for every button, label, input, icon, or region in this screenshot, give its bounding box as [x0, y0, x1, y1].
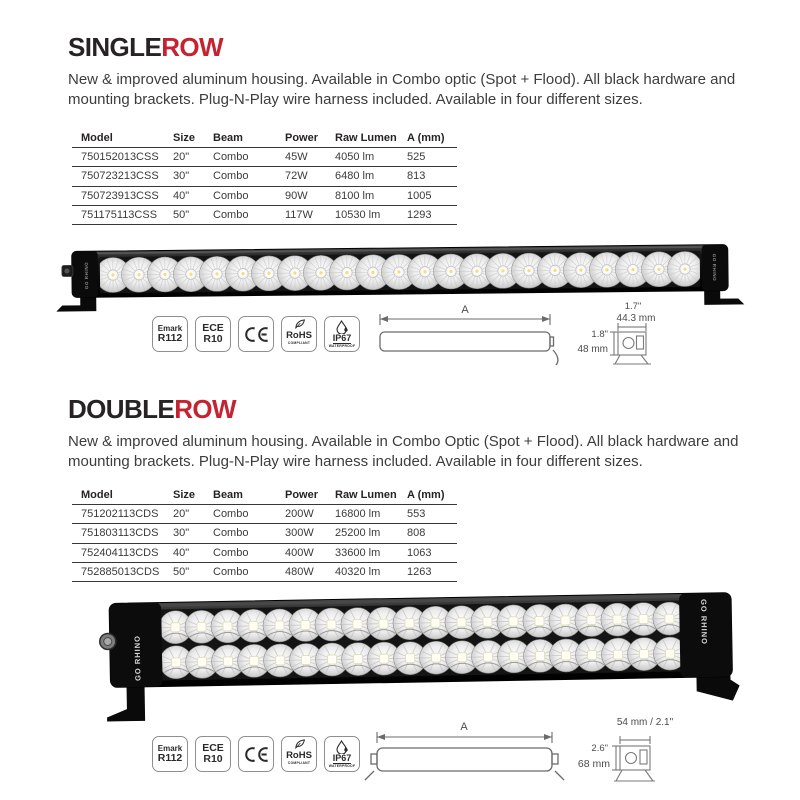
cell-model: 751175113CSS [81, 209, 158, 222]
badge-label: IP67 [332, 332, 352, 343]
cell-beam: Combo [213, 189, 249, 202]
dim-height-mm: 68 mm [577, 758, 610, 770]
title-primary: DOUBLE [68, 394, 175, 424]
cross-section-drawing [614, 746, 655, 781]
badge-sublabel: COMPLIANT [287, 341, 311, 345]
badge-label: RoHS [286, 330, 312, 341]
cell-model: 751202113CDS [81, 508, 159, 521]
doublerow-dimension-diagram [364, 710, 684, 795]
cell-lumen: 8100 lm [335, 189, 375, 202]
certification-badges [152, 316, 360, 352]
cell-size: 40" [173, 189, 190, 202]
badge-ece-r10 [195, 736, 231, 772]
cell-a-mm: 553 [407, 508, 426, 521]
dim-length-label: A [461, 304, 469, 316]
cell-lumen: 16800 lm [335, 508, 381, 521]
cell-size: 30" [173, 527, 190, 540]
double-row-light-bar-image [96, 584, 746, 722]
cell-size: 40" [173, 546, 190, 559]
doublerow-title [68, 396, 236, 422]
table-header-row [72, 486, 457, 505]
cell-a-mm: 1263 [407, 566, 432, 579]
certification-badges [152, 736, 360, 772]
table-row [72, 167, 457, 186]
badge-emark-r112 [152, 316, 188, 352]
cell-lumen: 33600 lm [335, 546, 381, 559]
brand-text: GO RHINO [83, 261, 90, 290]
cell-lumen: 6480 lm [335, 170, 375, 183]
ce-mark-icon [243, 326, 269, 343]
table-row [72, 524, 457, 543]
cell-model: 750152013CSS [81, 151, 159, 164]
cell-power: 200W [285, 508, 314, 521]
table-row [72, 148, 457, 167]
badge-rohs [281, 316, 317, 352]
badge-label: ECE [202, 742, 224, 754]
cell-size: 50" [173, 566, 190, 579]
cell-lumen: 4050 lm [335, 151, 375, 164]
badge-label: R10 [203, 753, 223, 765]
col-header: Size [173, 489, 196, 501]
badge-label: R112 [157, 752, 183, 764]
badge-sublabel: COMPLIANT [287, 761, 311, 765]
col-header: Size [173, 132, 196, 144]
badge-ece-r10 [195, 316, 231, 352]
dim-width-mm: 44.3 mm [616, 313, 656, 324]
cell-a-mm: 1293 [407, 209, 432, 222]
cell-model: 751803113CDS [81, 527, 159, 540]
badge-label: R10 [203, 333, 223, 345]
cell-a-mm: 813 [407, 170, 426, 183]
badge-ce [238, 736, 274, 772]
cell-model: 750723213CSS [81, 170, 159, 183]
col-header: Raw Lumen [335, 132, 397, 144]
badge-ip67 [324, 316, 360, 352]
cell-beam: Combo [213, 170, 249, 183]
table-row [72, 206, 457, 225]
table-row [72, 187, 457, 206]
title-accent: ROW [174, 394, 236, 424]
badge-sublabel: WATERPROOF [328, 343, 356, 348]
col-header: Beam [213, 489, 243, 501]
cell-beam: Combo [213, 566, 249, 579]
cell-power: 117W [285, 209, 313, 222]
cell-a-mm: 1063 [407, 546, 432, 559]
title-accent: ROW [161, 32, 223, 62]
brand-text: GO RHINO [699, 598, 709, 646]
doublerow-spec-table [72, 486, 457, 582]
table-row [72, 563, 457, 582]
cell-a-mm: 808 [407, 527, 426, 540]
dim-length-label: A [460, 721, 468, 733]
badge-rohs [281, 736, 317, 772]
cell-a-mm: 1005 [407, 189, 432, 202]
badge-emark-r112 [152, 736, 188, 772]
doublerow-description: New & improved aluminum housing. Available in Combo Optic (Spot + Flood). All black hardware and mounting brackets. Plug-N-Play wire harness included. Available in four different sizes. [68, 433, 739, 470]
dim-width-combined: 54 mm / 2.1" [616, 717, 674, 728]
badge-label: R112 [157, 332, 183, 344]
table-row [72, 544, 457, 563]
dim-height-in: 1.8" [591, 329, 608, 340]
cell-beam: Combo [213, 508, 249, 521]
badge-label: IP67 [332, 752, 352, 763]
cell-beam: Combo [213, 209, 249, 222]
cell-power: 45W [285, 151, 308, 164]
cell-lumen: 25200 lm [335, 527, 381, 540]
singlerow-dimension-diagram [372, 298, 672, 378]
badge-sublabel: WATERPROOF [328, 763, 356, 768]
col-header: Raw Lumen [335, 489, 397, 501]
cell-lumen: 10530 lm [335, 209, 381, 222]
badge-label: Emark [157, 324, 183, 333]
cell-model: 752885013CDS [81, 566, 160, 579]
cell-model: 752404113CDS [81, 546, 159, 559]
col-header: Power [285, 132, 319, 144]
brand-text: GO RHINO [132, 634, 143, 682]
dim-width-in: 1.7" [624, 301, 642, 312]
cell-power: 90W [285, 189, 308, 202]
cell-power: 480W [285, 566, 314, 579]
title-primary: SINGLE [68, 32, 162, 62]
dim-height-mm: 48 mm [577, 344, 608, 355]
cell-size: 30" [173, 170, 190, 183]
cell-beam: Combo [213, 151, 249, 164]
ce-mark-icon [243, 746, 269, 763]
badge-label: Emark [157, 744, 183, 753]
bar-outline [377, 748, 552, 771]
col-header: Model [81, 489, 113, 501]
badge-label: RoHS [286, 750, 312, 761]
bar-outline [380, 332, 550, 351]
badge-ce [238, 316, 274, 352]
cell-a-mm: 525 [407, 151, 426, 164]
table-header-row [72, 129, 457, 148]
singlerow-spec-table [72, 129, 457, 225]
water-drop-icon [336, 320, 349, 334]
water-drop-icon [336, 740, 349, 754]
cell-lumen: 40320 lm [335, 566, 381, 579]
cell-size: 20" [173, 508, 190, 521]
badge-label: ECE [202, 322, 224, 334]
col-header: Power [285, 489, 319, 501]
cell-power: 400W [285, 546, 314, 559]
cell-size: 50" [173, 209, 190, 222]
leaf-icon [294, 739, 305, 749]
brand-text: GO RHINO [711, 253, 718, 282]
cell-power: 300W [285, 527, 314, 540]
col-header: A (mm) [407, 489, 445, 501]
singlerow-title [68, 34, 223, 60]
cell-power: 72W [285, 170, 308, 183]
cell-size: 20" [173, 151, 190, 164]
col-header: Beam [213, 132, 243, 144]
singlerow-description: New & improved aluminum housing. Available in Combo optic (Spot + Flood). All black hardware and mounting brackets. Plug-N-Play wire harness included. Available in four different sizes. [68, 71, 736, 108]
cell-beam: Combo [213, 546, 249, 559]
mounting-bracket [107, 685, 146, 722]
cell-beam: Combo [213, 527, 249, 540]
table-row [72, 505, 457, 524]
led-array [95, 251, 702, 292]
leaf-icon [294, 319, 305, 329]
dim-height-in: 2.6" [591, 743, 608, 754]
cross-section-drawing [613, 332, 651, 364]
badge-ip67 [324, 736, 360, 772]
col-header: Model [81, 132, 113, 144]
cell-model: 750723913CSS [81, 189, 159, 202]
col-header: A (mm) [407, 132, 445, 144]
